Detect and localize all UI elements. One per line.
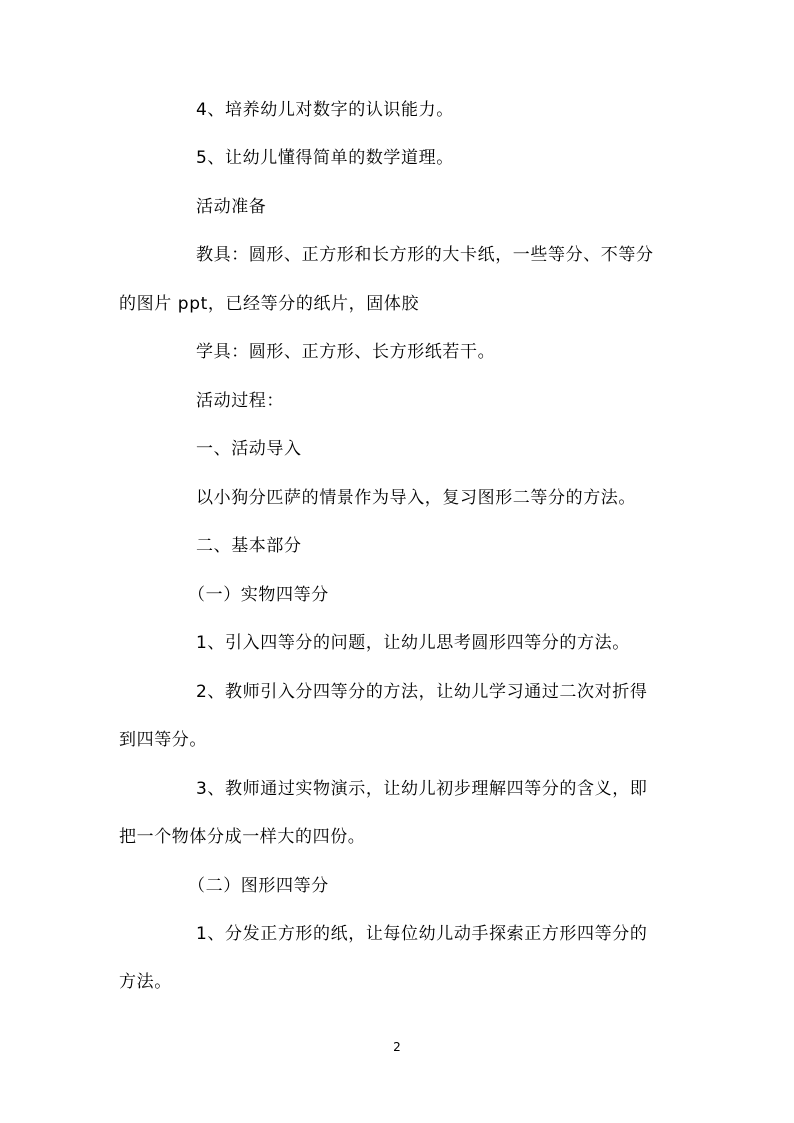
text-line-step-3-cont: 把一个物体分成一样大的四份。 (119, 827, 366, 847)
text-line-step-3: 3、教师通过实物演示，让幼儿初步理解四等分的含义，即 (196, 779, 648, 799)
text-line-shape-step-1-cont: 方法。 (119, 972, 172, 992)
page-number: 2 (393, 1040, 401, 1054)
text-line-teaching-aids: 教具：圆形、正方形和长方形的大卡纸，一些等分、不等分 (196, 245, 654, 265)
section-heading-activity-prep: 活动准备 (196, 197, 267, 217)
subheading-shape-quarter: （二）图形四等分 (188, 876, 329, 896)
text-line-step-1: 1、引入四等分的问题，让幼儿思考圆形四等分的方法。 (196, 633, 630, 653)
text-line-2: 5、让幼儿懂得简单的数学道理。 (196, 148, 454, 168)
subheading-object-quarter: （一）实物四等分 (188, 585, 329, 605)
text-line-shape-step-1: 1、分发正方形的纸，让每位幼儿动手探索正方形四等分的 (196, 924, 648, 944)
subheading-basic-part: 二、基本部分 (196, 536, 302, 556)
section-heading-activity-process: 活动过程： (196, 391, 284, 411)
text-line-intro: 以小狗分匹萨的情景作为导入，复习图形二等分的方法。 (196, 488, 636, 508)
text-line-step-2: 2、教师引入分四等分的方法，让幼儿学习通过二次对折得 (196, 682, 648, 702)
text-line-1: 4、培养幼儿对数字的认识能力。 (196, 100, 454, 120)
subheading-intro: 一、活动导入 (196, 439, 302, 459)
text-line-step-2-cont: 到四等分。 (119, 730, 207, 750)
text-line-teaching-aids-cont: 的图片 ppt，已经等分的纸片，固体胶 (119, 294, 420, 314)
text-line-learning-aids: 学具：圆形、正方形、长方形纸若干。 (196, 342, 496, 362)
